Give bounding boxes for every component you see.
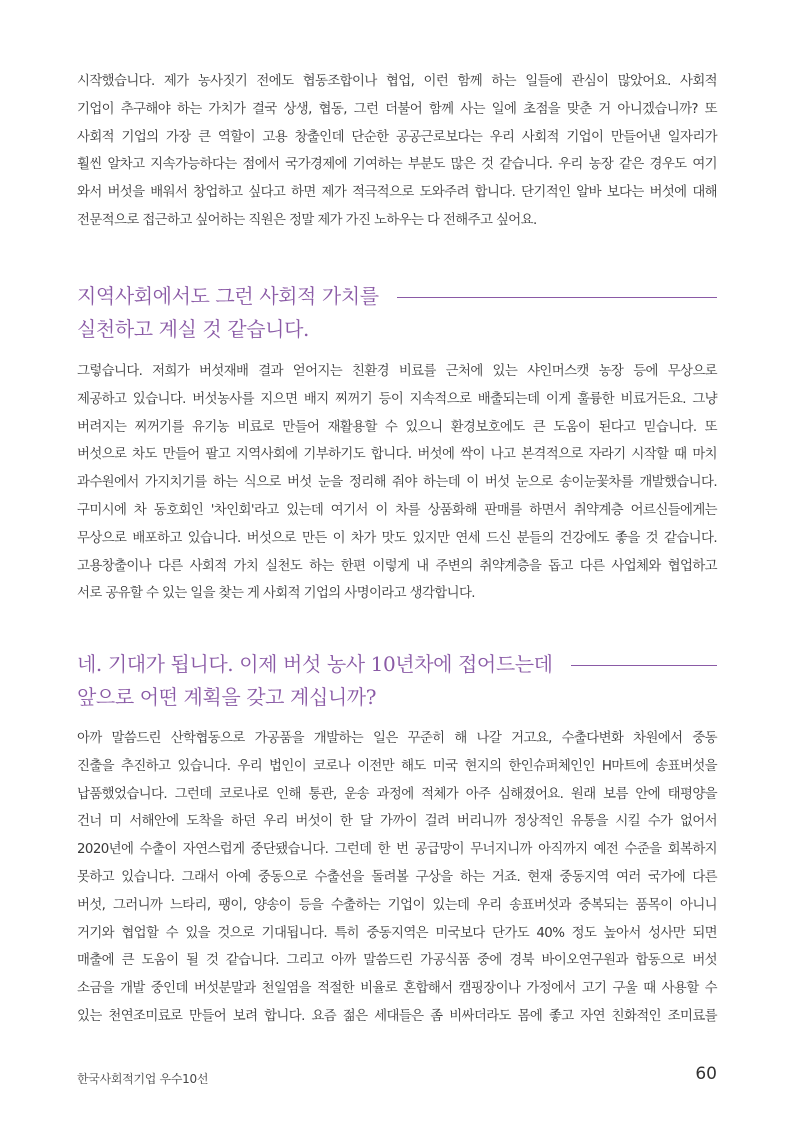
text-line: 사회적 기업의 가장 큰 역할이 고용 창출인데 단순한 공공근로보다는 우리 사회적 기업이 만들어낸 일자리가: [77, 129, 717, 145]
text-line: 구미시에 차 동호회인 '차인회'라고 있는데 여기서 이 차를 상품화해 판매를 하면서 취약계층 어르신들에게는: [77, 502, 717, 518]
intro-paragraph: [77, 68, 717, 235]
text-line: 있는 천연조미료로 만들어 보려 합니다. 요즘 젊은 세대들은 좀 비싸더라도 몸에 좋고 자연 친화적인 조미료를: [77, 1008, 717, 1024]
plans-paragraph: [77, 725, 717, 1031]
heading-line: 앞으로 어떤 계획을 갖고 계십니까?: [77, 685, 377, 709]
text-line: 아까 말씀드린 산학협동으로 가공품을 개발하는 일은 꾸준히 해 나갈 거고요, 수출다변화 차원에서 중동: [77, 731, 717, 746]
text-line: 버려지는 찌꺼기를 유기농 비료로 만들어 재활용할 수 있으니 환경보호에도 큰 도움이 된다고 믿습니다. 또: [77, 419, 717, 435]
heading-rule: [397, 297, 717, 298]
heading-line: 실천하고 계실 것 같습니다.: [77, 317, 309, 341]
text-line: 그렇습니다. 저희가 버섯재배 결과 얻어지는 친환경 비료를 근처에 있는 샤인머스캣 농장 등에 무상으로: [77, 364, 717, 379]
text-line: 과수원에서 가지치기를 하는 식으로 버섯 눈을 정리해 줘야 하는데 이 버섯 눈으로 송이눈꽃차를 개발했습니다.: [77, 475, 717, 491]
heading-line: 지역사회에서도 그런 사회적 가치를: [77, 284, 379, 308]
text-line: 버섯으로 차도 만들어 팔고 지역사회에 기부하기도 합니다. 버섯에 싹이 나고 본격적으로 자라기 시작할 때 마치: [77, 447, 717, 463]
text-line: 시작했습니다. 제가 농사짓기 전에도 협동조합이나 협업, 이런 함께 하는 일들에 관심이 많았어요. 사회적: [77, 74, 717, 89]
text-line: 고용창출이나 다른 사회적 가치 실천도 하는 한편 이렇게 내 주변의 취약계층을 돕고 다른 사업체와 협업하고: [77, 558, 717, 574]
text-line: 거기와 협업할 수 있을 것으로 기대됩니다. 특히 중동지역은 미국보다 단가도 40% 정도 높아서 성사만 되면: [77, 925, 717, 941]
text-line: 제공하고 있습니다. 버섯농사를 지으면 배지 찌꺼기 등이 지속적으로 배출되는데 이게 훌륭한 비료거든요. 그냥: [77, 391, 717, 407]
text-line: 와서 버섯을 배워서 창업하고 싶다고 하면 제가 적극적으로 도와주려 합니다. 단기적인 알바 보다는 버섯에 대해: [77, 185, 717, 201]
text-line: 못하고 있습니다. 그래서 아예 중동으로 수출선을 돌려볼 구상을 하는 거죠. 현재 중동지역 여러 국가에 다른: [77, 869, 717, 885]
text-line: 건너 미 서해안에 도착을 하던 우리 버섯이 한 달 가까이 걸려 버리니까 정상적인 유통을 시킬 수가 없어서: [77, 814, 717, 830]
heading-rule: [571, 665, 717, 666]
section-heading-plans: [77, 648, 717, 714]
text-line: 진출을 추진하고 있습니다. 우리 법인이 코로나 이전만 해도 미국 현지의 한인슈퍼체인인 H마트에 송표버섯을: [77, 758, 717, 774]
page-number: 60: [695, 1064, 717, 1084]
text-line: 2020년에 수출이 자연스럽게 중단됐습니다. 그런데 한 번 공급망이 무너지니까 아직까지 예전 수준을 회복하지: [77, 842, 717, 858]
community-paragraph: [77, 358, 717, 608]
text-line: 서로 공유할 수 있는 일을 찾는 게 사회적 기업의 사명이라고 생각합니다.: [77, 586, 475, 602]
text-line: 전문적으로 접근하고 싶어하는 직원은 정말 제가 가진 노하우는 다 전해주고 싶어요.: [77, 212, 537, 228]
text-line: 버섯, 그러니까 느타리, 팽이, 양송이 등을 수출하는 기업이 있는데 우리 송표버섯과 중복되는 품목이 아니니: [77, 897, 717, 913]
text-line: 훨씬 알차고 지속가능하다는 점에서 국가경제에 기여하는 부분도 많은 것 같습니다. 우리 농장 같은 경우도 여기: [77, 157, 717, 173]
footer-publication-title: 한국사회적기업 우수10선: [77, 1072, 209, 1086]
heading-line: 네. 기대가 됩니다. 이제 버섯 농사 10년차에 접어드는데: [77, 652, 553, 676]
text-line: 매출에 큰 도움이 될 것 같습니다. 그리고 아까 말씀드린 가공식품 중에 경북 바이오연구원과 합동으로 버섯: [77, 953, 717, 969]
text-line: 무상으로 배포하고 있습니다. 버섯으로 만든 이 차가 맛도 있지만 연세 드신 분들의 건강에도 좋을 것 같습니다.: [77, 530, 717, 546]
text-line: 소금을 개발 중인데 버섯분말과 천일염을 적절한 비율로 혼합해서 캠핑장이나 가정에서 고기 구울 때 사용할 수: [77, 981, 717, 997]
text-line: 기업이 추구해야 하는 가치가 결국 상생, 협동, 그런 더불어 함께 사는 일에 초점을 맞춘 거 아니겠습니까? 또: [77, 101, 717, 117]
section-heading-community: [77, 280, 717, 346]
text-line: 납품했었습니다. 그런데 코로나로 인해 통관, 운송 과정에 적체가 아주 심해졌어요. 원래 보름 안에 태평양을: [77, 786, 717, 802]
